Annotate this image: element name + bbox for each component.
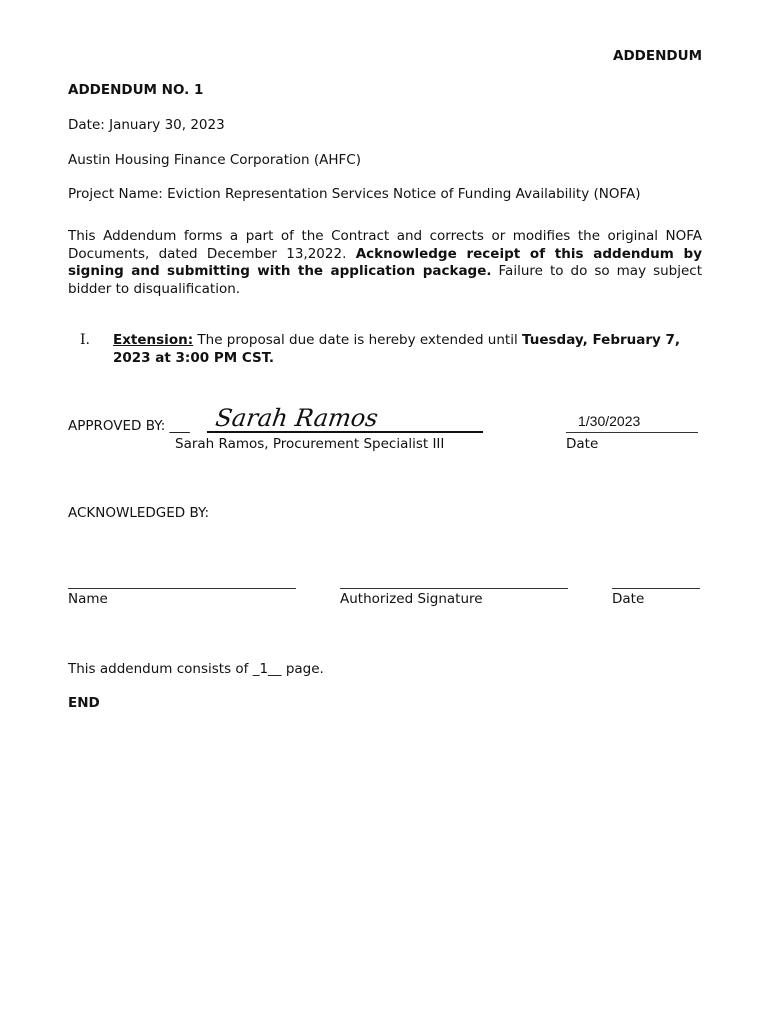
page-count-value: _1__: [252, 661, 282, 677]
approval-date-value: 1/30/2023: [578, 413, 641, 429]
authorized-signature-line[interactable]: [340, 588, 568, 589]
end-label: END: [68, 695, 100, 711]
item-number: I.: [80, 332, 90, 348]
approval-date-line: [566, 432, 698, 433]
intro-text-b: Failure to do so may subject bidder to disqualification.: [68, 263, 703, 297]
organization-line: Austin Housing Finance Corporation (AHFC): [68, 152, 361, 168]
addendum-title: ADDENDUM NO. 1: [68, 82, 204, 98]
intro-paragraph: [68, 228, 702, 298]
signature-image-text: Sarah Ramos: [214, 404, 380, 432]
name-signature-line[interactable]: [68, 588, 296, 589]
page-count-prefix: This addendum consists of: [68, 661, 253, 677]
page-count-line: [68, 661, 324, 677]
intro-text-a: This Addendum forms a part of the Contract and corrects or modifies the original NOFA Documents, dated December 13,2022.: [68, 228, 702, 262]
document-header: ADDENDUM: [613, 48, 702, 64]
signature-image: [214, 402, 384, 434]
page-count-suffix: page.: [281, 661, 324, 677]
project-name-line: Project Name: Eviction Representation Services Notice of Funding Availability (NOFA): [68, 186, 641, 202]
intro-text-bold: Acknowledge receipt of this addendum by signing and submitting with the application package.: [68, 245, 702, 279]
authorized-signature-label: Authorized Signature: [340, 591, 483, 607]
item-emphasis: Tuesday, February 7, 2023 at 3:00 PM CST.: [113, 332, 681, 366]
item-text: The proposal due date is hereby extended until: [193, 332, 523, 348]
date-line: Date: January 30, 2023: [68, 117, 225, 133]
name-label: Name: [68, 591, 108, 607]
item-label: Extension:: [113, 332, 194, 348]
ack-date-label: Date: [612, 591, 645, 607]
extension-item: [113, 332, 702, 367]
signer-name-title: Sarah Ramos, Procurement Specialist III: [175, 436, 445, 452]
ack-date-line[interactable]: [612, 588, 700, 589]
approval-date-label: Date: [566, 436, 599, 452]
approved-by-label: APPROVED BY: ___: [68, 418, 190, 434]
acknowledged-by-label: ACKNOWLEDGED BY:: [68, 505, 209, 521]
